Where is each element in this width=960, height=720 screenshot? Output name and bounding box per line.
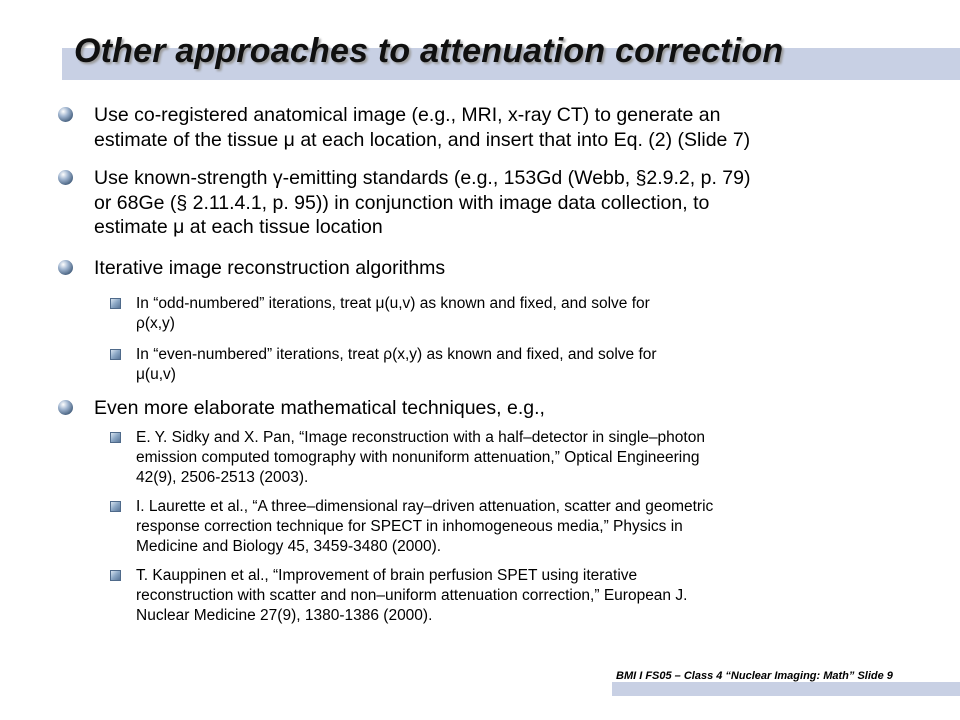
round-bullet-icon <box>58 170 73 185</box>
subbullet-line: Medicine and Biology 45, 3459-3480 (2000). <box>136 538 442 555</box>
bullet-elaborate-techniques <box>94 396 914 421</box>
bullet-coregistered-image <box>94 103 914 152</box>
bullet-iterative-reconstruction <box>94 256 914 281</box>
subbullet-line: emission computed tomography with nonuniform attenuation,” Optical Engineering <box>136 449 700 466</box>
round-bullet-icon <box>58 260 73 275</box>
square-bullet-icon <box>110 570 121 581</box>
subbullet-line: T. Kauppinen et al., “Improvement of brain perfusion SPET using iterative <box>136 567 638 584</box>
bullet-line: Even more elaborate mathematical techniques, e.g., <box>94 397 545 419</box>
round-bullet-icon <box>58 400 73 415</box>
square-bullet-icon <box>110 349 121 360</box>
bullet-line: or 68Ge (§ 2.11.4.1, p. 95)) in conjunction with image data collection, to <box>94 191 710 214</box>
square-bullet-icon <box>110 501 121 512</box>
slide-title: Other approaches to attenuation correction <box>74 32 784 70</box>
subbullet-line: In “even-numbered” iterations, treat ρ(x,y) as known and fixed, and solve for <box>136 346 657 363</box>
subbullet-line: Nuclear Medicine 27(9), 1380-1386 (2000). <box>136 607 433 624</box>
subbullet-odd-iterations <box>136 294 896 334</box>
subbullet-line: In “odd-numbered” iterations, treat μ(u,v) as known and fixed, and solve for <box>136 295 650 312</box>
bullet-line: estimate of the tissue μ at each location, and insert that into Eq. (2) (Slide 7) <box>94 128 751 151</box>
slide-footer: BMI I FS05 – Class 4 “Nuclear Imaging: Math” Slide 9 <box>616 670 893 682</box>
subbullet-line: μ(u,v) <box>136 366 176 383</box>
bullet-line: Use known-strength γ-emitting standards (e.g., 153Gd (Webb, §2.9.2, p. 79) <box>94 167 751 189</box>
subbullet-line: reconstruction with scatter and non–uniform attenuation correction,” European J. <box>136 587 688 604</box>
round-bullet-icon <box>58 107 73 122</box>
bullet-line: estimate μ at each tissue location <box>94 216 383 238</box>
bullet-line: Use co-registered anatomical image (e.g., MRI, x-ray CT) to generate an <box>94 104 721 126</box>
subbullet-even-iterations <box>136 345 896 385</box>
subbullet-line: I. Laurette et al., “A three–dimensional ray–driven attenuation, scatter and geometric <box>136 498 714 515</box>
square-bullet-icon <box>110 432 121 443</box>
subbullet-kauppinen-reference <box>136 566 896 626</box>
bullet-known-strength-standards <box>94 166 914 240</box>
footer-band <box>612 682 960 696</box>
square-bullet-icon <box>110 298 121 309</box>
subbullet-laurette-reference <box>136 497 896 557</box>
subbullet-line: response correction technique for SPECT in inhomogeneous media,” Physics in <box>136 518 683 535</box>
subbullet-line: 42(9), 2506-2513 (2003). <box>136 469 309 486</box>
subbullet-line: ρ(x,y) <box>136 315 175 332</box>
subbullet-sidky-pan-reference <box>136 428 896 488</box>
bullet-line: Iterative image reconstruction algorithms <box>94 257 446 279</box>
subbullet-line: E. Y. Sidky and X. Pan, “Image reconstruction with a half–detector in single–photon <box>136 429 705 446</box>
